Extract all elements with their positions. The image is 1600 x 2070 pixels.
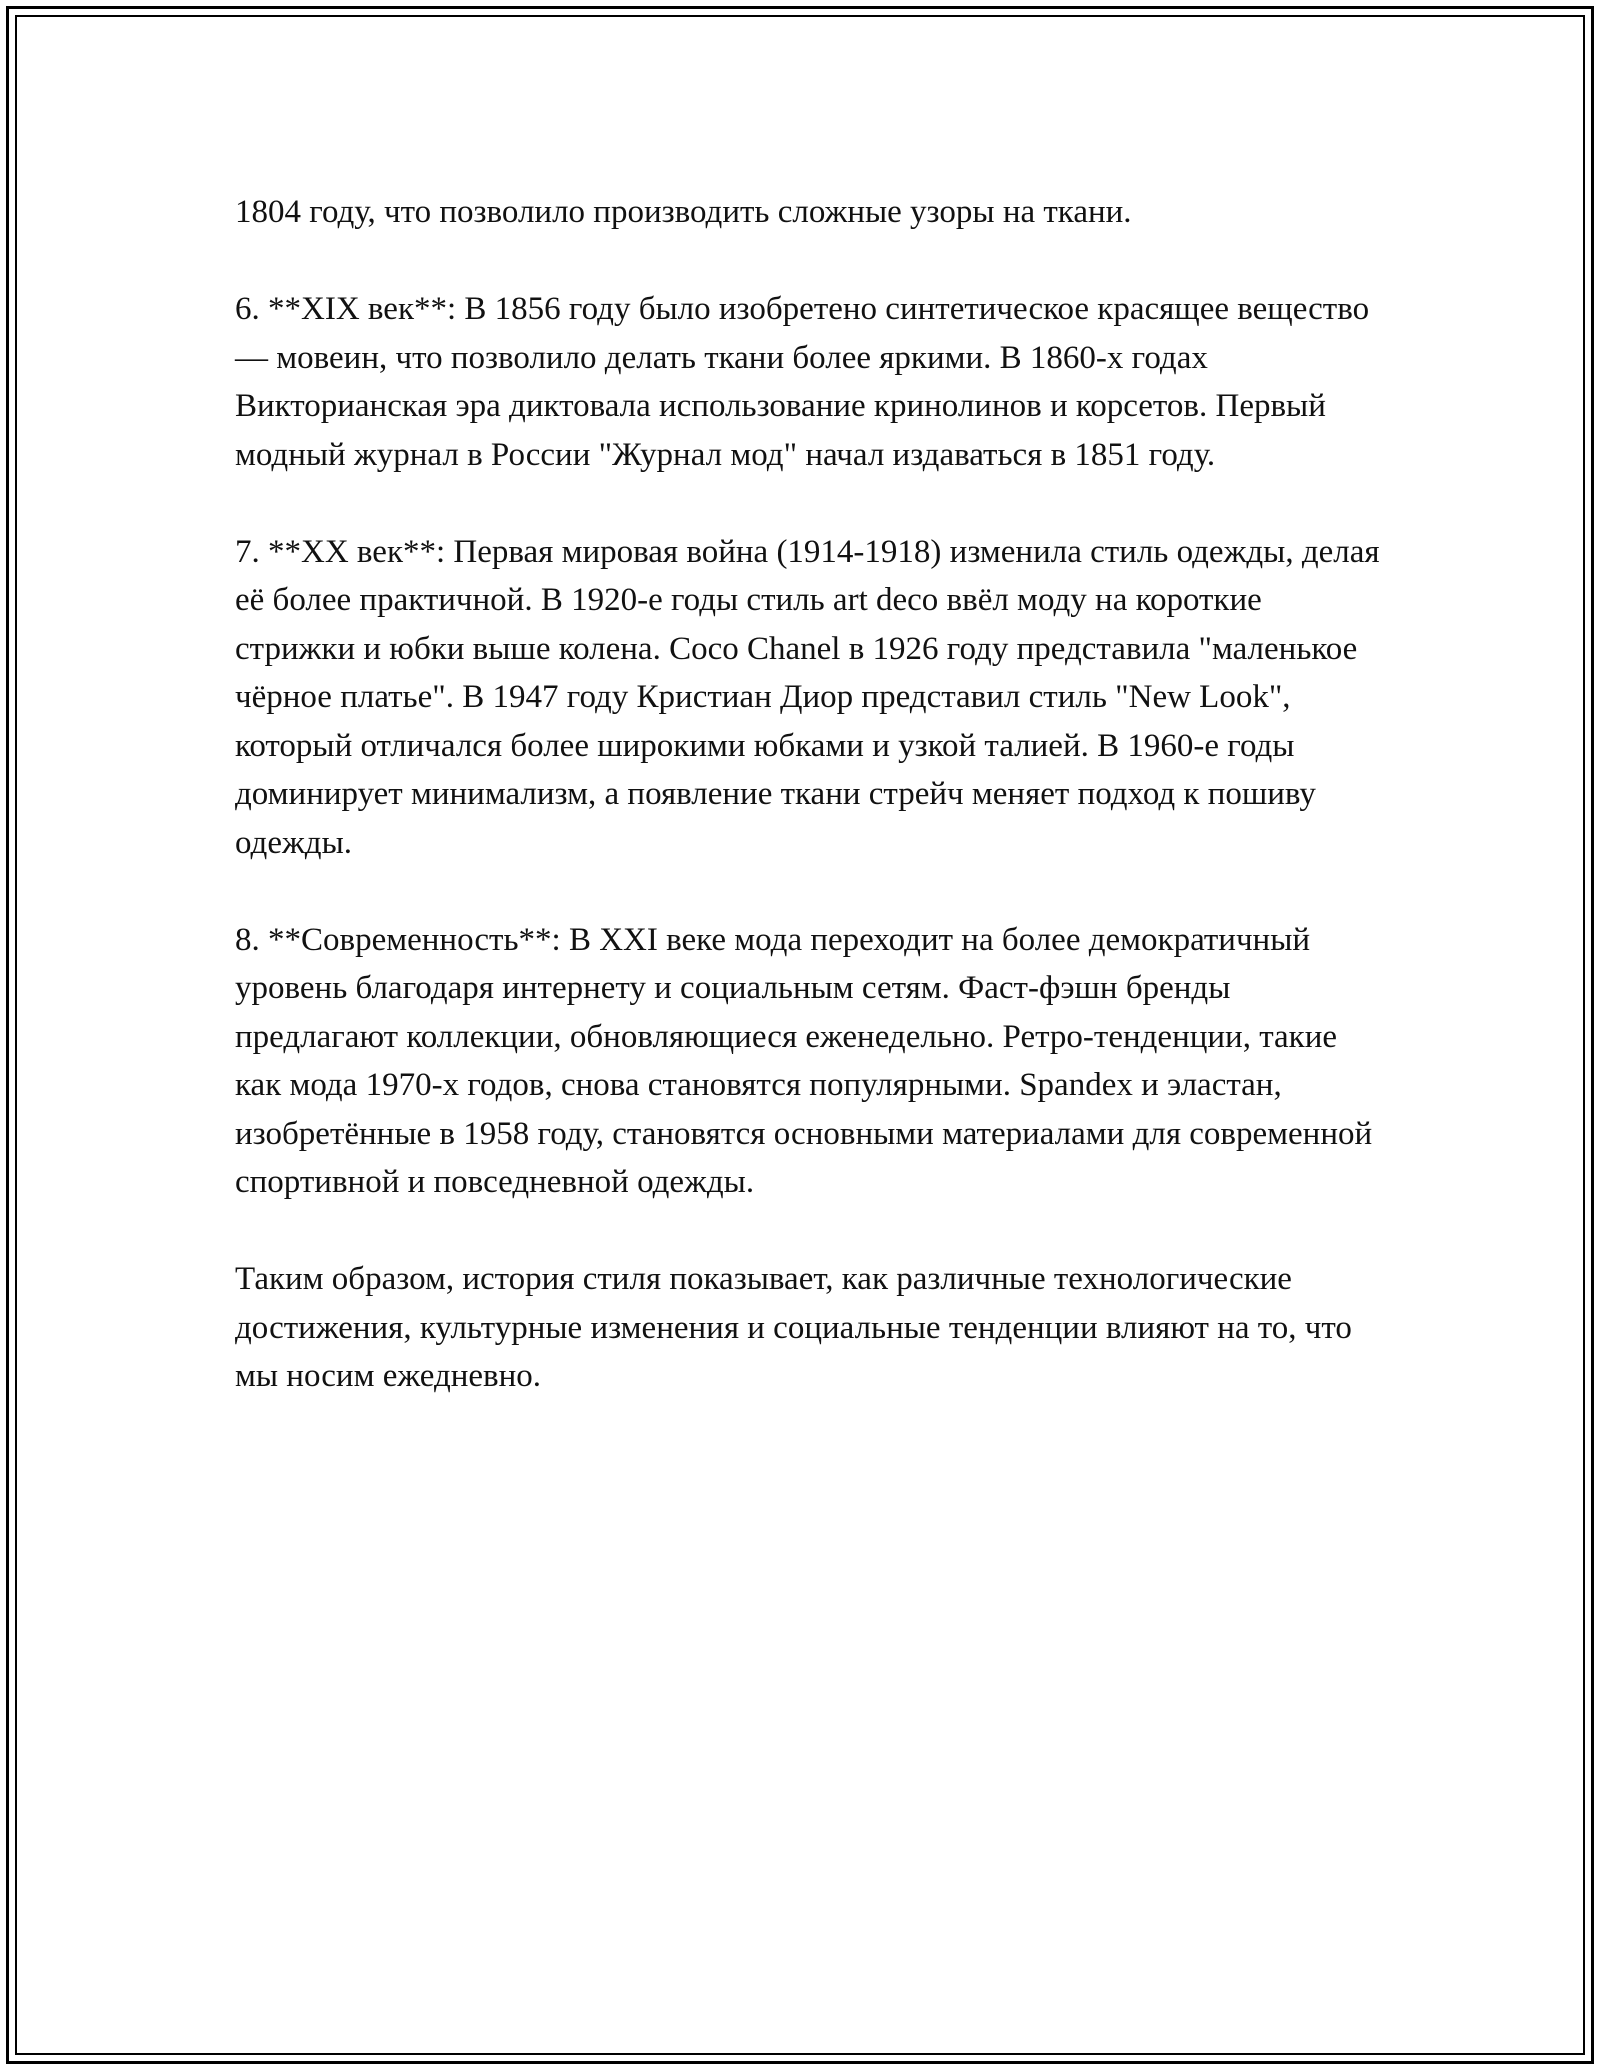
document-body: [235, 188, 1380, 1449]
paragraph-conclusion: Таким образом, история стиля показывает, как различные технологические достижения, культурные изменения и социальные тенденции влияют на то, что мы носим ежедневно.: [235, 1261, 1352, 1394]
paragraph-modernity: 8. **Современность**: В XXI веке мода переходит на более демократичный уровень благодаря интернету и социальным сетям. Фаст-фэшн бренды предлагают коллекции, обновляющиеся еженедельно. Ретро-тенденции, такие как мода 1970-х годов, снова становятся популярными. Spandex и эластан, изобретённые в 1958 году, становятся основными материалами для современной спортивной и повседневной одежды.: [235, 921, 1373, 1200]
paragraph-19th-century: 6. **XIX век**: В 1856 году было изобретено синтетическое красящее вещество — мовеин, что позволило делать ткани более яркими. В 1860-х годах Викторианская эра диктовала использование кринолинов и корсетов. Первый модный журнал в России "Журнал мод" начал издаваться в 1851 году.: [235, 291, 1370, 473]
paragraph-20th-century: 7. **XX век**: Первая мировая война (1914-1918) изменила стиль одежды, делая её более практичной. В 1920-е годы стиль art deco ввёл моду на короткие стрижки и юбки выше колена. Coco Chanel в 1926 году представила "маленькое чёрное платье". В 1947 году Кристиан Диор представил стиль "New Look", который отличался более широкими юбками и узкой талией. В 1960-е годы доминирует минимализм, а появление ткани стрейч меняет подход к пошиву одежды.: [235, 533, 1380, 861]
paragraph-continuation: 1804 году, что позволило производить сложные узоры на ткани.: [235, 194, 1132, 230]
